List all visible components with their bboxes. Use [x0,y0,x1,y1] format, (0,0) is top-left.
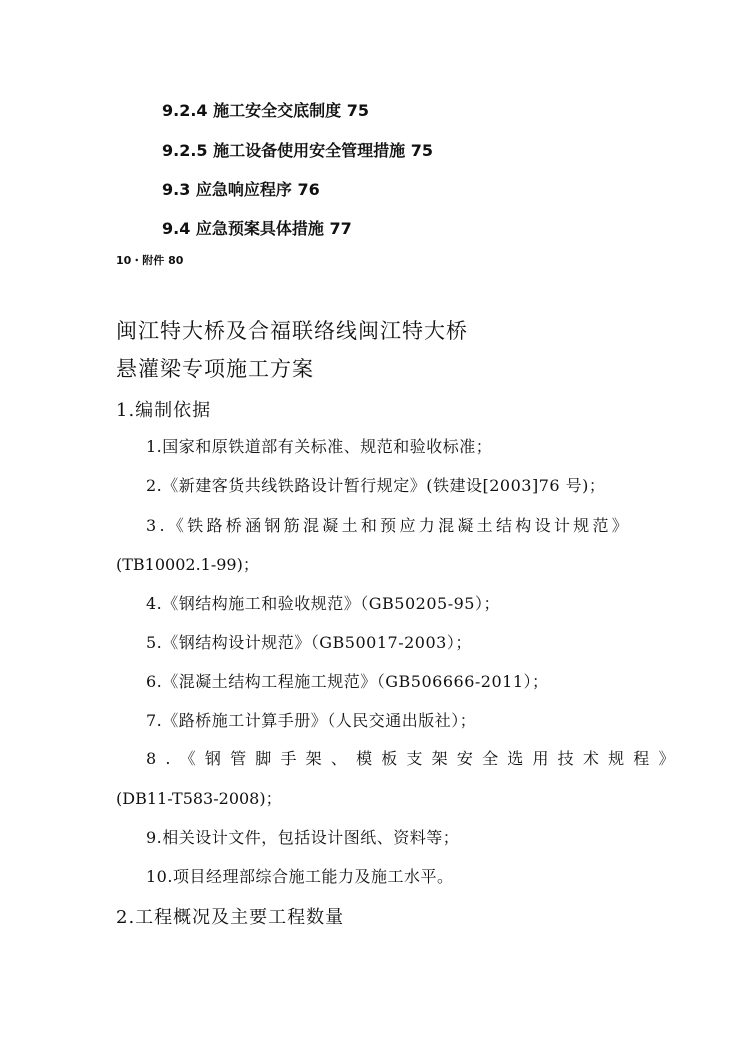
basis-item-1: 1.国家和原铁道部有关标准、规范和验收标准； [146,437,493,456]
toc-entry-9-3[interactable]: 9.3 应急响应程序 76 [162,180,320,199]
basis-item-8: 8.《钢管脚手架、模板支架安全选用技术规程》 [146,749,684,768]
document-title-line1: 闽江特大桥及合福联络线闽江特大桥 [116,319,468,343]
basis-item-4: 4.《钢结构施工和验收规范》（GB50205-95）； [146,594,500,613]
toc-entry-9-2-4[interactable]: 9.2.4 施工安全交底制度 75 [162,101,369,120]
document-title-line2: 悬灌梁专项施工方案 [116,357,314,381]
section-heading-basis: 1.编制依据 [116,400,212,421]
basis-item-3-code: (TB10002.1-99)； [116,555,259,574]
basis-item-6: 6.《混凝土结构工程施工规范》（GB506666-2011）； [146,672,549,691]
basis-item-8-code: (DB11-T583-2008)； [116,789,282,808]
toc-entry-appendix[interactable]: 10・附件 80 [116,254,184,267]
toc-entry-9-4[interactable]: 9.4 应急预案具体措施 77 [162,219,352,238]
basis-item-9: 9.相关设计文件，包括设计图纸、资料等； [146,828,460,847]
basis-item-10: 10.项目经理部综合施工能力及施工水平。 [146,867,454,886]
toc-entry-9-2-5[interactable]: 9.2.5 施工设备使用安全管理措施 75 [162,141,433,160]
section-heading-overview: 2.工程概况及主要工程数量 [116,907,345,928]
basis-item-2: 2.《新建客货共线铁路设计暂行规定》(铁建设[2003]76 号)； [146,476,606,495]
basis-item-5: 5.《钢结构设计规范》（GB50017-2003）； [146,633,472,652]
basis-item-7: 7.《路桥施工计算手册》（人民交通出版社）； [146,711,477,730]
basis-item-3: 3.《铁路桥涵钢筋混凝土和预应力混凝土结构设计规范》 [146,516,632,535]
